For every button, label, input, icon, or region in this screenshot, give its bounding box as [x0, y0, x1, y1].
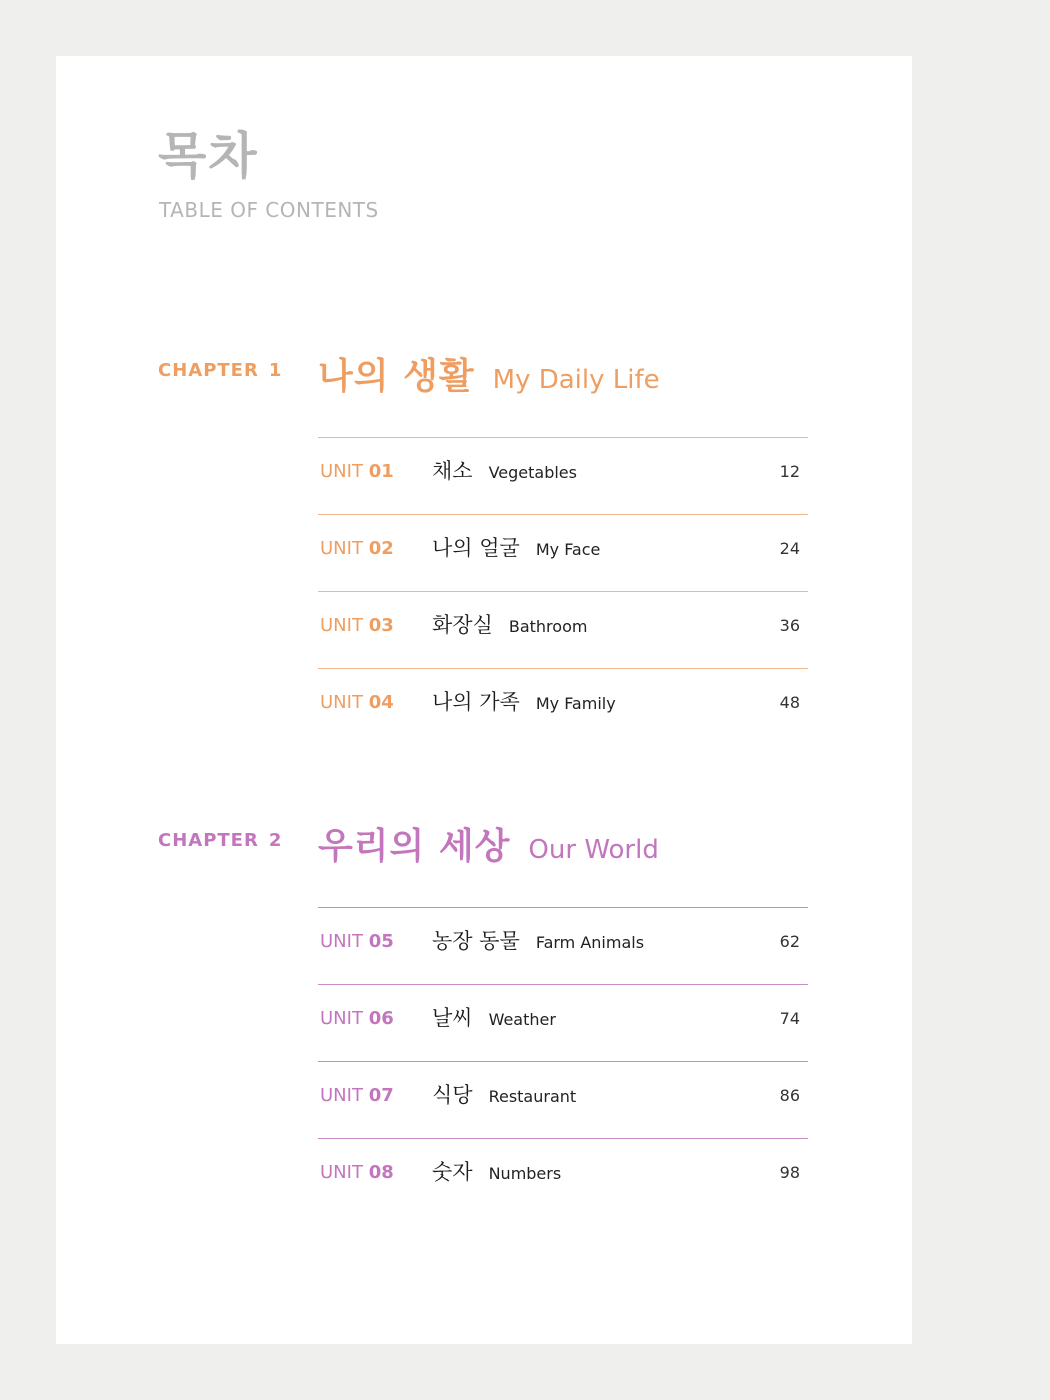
page-title: 목차: [158, 127, 259, 185]
unit-row-06[interactable]: [318, 984, 808, 1061]
chapter-2-number: 2: [268, 830, 283, 851]
unit-word: UNIT: [320, 615, 363, 636]
unit-title-en: Vegetables: [488, 463, 577, 482]
unit-page-number: 12: [779, 462, 800, 481]
unit-number: 03: [368, 615, 394, 636]
unit-title-en: My Face: [535, 540, 601, 559]
unit-label: [320, 614, 394, 638]
chapter-2-label-word: CHAPTER: [158, 830, 259, 851]
unit-title-en: Farm Animals: [535, 933, 645, 952]
unit-number: 01: [368, 461, 394, 482]
unit-label: [320, 930, 394, 954]
unit-title: [432, 1157, 561, 1189]
unit-title: [432, 1080, 576, 1112]
unit-page-number: 36: [779, 616, 800, 635]
chapter-1-number: 1: [268, 360, 283, 381]
unit-number: 08: [368, 1162, 394, 1183]
unit-title: [432, 533, 600, 565]
chapter-2-unit-list: [318, 907, 808, 1215]
chapter-2-title-ko: 우리의 세상: [318, 826, 511, 867]
unit-title-en: My Family: [535, 694, 616, 713]
unit-title-en: Bathroom: [508, 617, 588, 636]
unit-page-number: 48: [779, 693, 800, 712]
unit-row-02[interactable]: [318, 514, 808, 591]
unit-row-08[interactable]: [318, 1138, 808, 1215]
chapter-2-heading: [318, 818, 659, 869]
unit-row-01[interactable]: [318, 437, 808, 514]
unit-page-number: 86: [779, 1086, 800, 1105]
unit-title-ko: 날씨: [432, 1006, 473, 1030]
unit-page-number: 24: [779, 539, 800, 558]
document-page: [56, 56, 912, 1344]
unit-title-ko: 나의 가족: [432, 690, 520, 714]
unit-title-en: Numbers: [488, 1164, 562, 1183]
unit-word: UNIT: [320, 692, 363, 713]
unit-title-ko: 식당: [432, 1083, 473, 1107]
unit-page-number: 98: [779, 1163, 800, 1182]
unit-title-en: Weather: [488, 1010, 556, 1029]
unit-word: UNIT: [320, 1085, 363, 1106]
unit-word: UNIT: [320, 461, 363, 482]
unit-number: 05: [368, 931, 394, 952]
unit-row-07[interactable]: [318, 1061, 808, 1138]
unit-title-ko: 채소: [432, 459, 473, 483]
unit-word: UNIT: [320, 1162, 363, 1183]
chapter-1-title-en: My Daily Life: [492, 365, 660, 395]
unit-label: [320, 537, 394, 561]
unit-label: [320, 1007, 394, 1031]
unit-title: [432, 687, 616, 719]
unit-title-ko: 숫자: [432, 1160, 473, 1184]
unit-label: [320, 1084, 394, 1108]
chapter-1-title-ko: 나의 생활: [318, 356, 475, 397]
unit-title-ko: 나의 얼굴: [432, 536, 520, 560]
unit-number: 07: [368, 1085, 394, 1106]
unit-title-ko: 화장실: [432, 613, 493, 637]
unit-page-number: 74: [779, 1009, 800, 1028]
unit-word: UNIT: [320, 931, 363, 952]
chapter-1-label-word: CHAPTER: [158, 360, 259, 381]
unit-number: 02: [368, 538, 394, 559]
unit-label: [320, 460, 394, 484]
unit-title-en: Restaurant: [488, 1087, 577, 1106]
unit-row-03[interactable]: [318, 591, 808, 668]
unit-row-04[interactable]: [318, 668, 808, 745]
unit-title: [432, 926, 644, 958]
unit-number: 04: [368, 692, 394, 713]
chapter-1-heading: [318, 348, 660, 399]
unit-word: UNIT: [320, 1008, 363, 1029]
chapter-2-title-en: Our World: [528, 835, 659, 865]
chapter-1-unit-list: [318, 437, 808, 745]
unit-title: [432, 1003, 556, 1035]
unit-title: [432, 456, 577, 488]
unit-page-number: 62: [779, 932, 800, 951]
chapter-1-label: [158, 360, 282, 381]
unit-title-ko: 농장 동물: [432, 929, 520, 953]
unit-label: [320, 691, 394, 715]
chapter-2-label: [158, 830, 282, 851]
page-subtitle: TABLE OF CONTENTS: [159, 198, 379, 222]
unit-word: UNIT: [320, 538, 363, 559]
unit-number: 06: [368, 1008, 394, 1029]
unit-label: [320, 1161, 394, 1185]
unit-row-05[interactable]: [318, 907, 808, 984]
unit-title: [432, 610, 587, 642]
